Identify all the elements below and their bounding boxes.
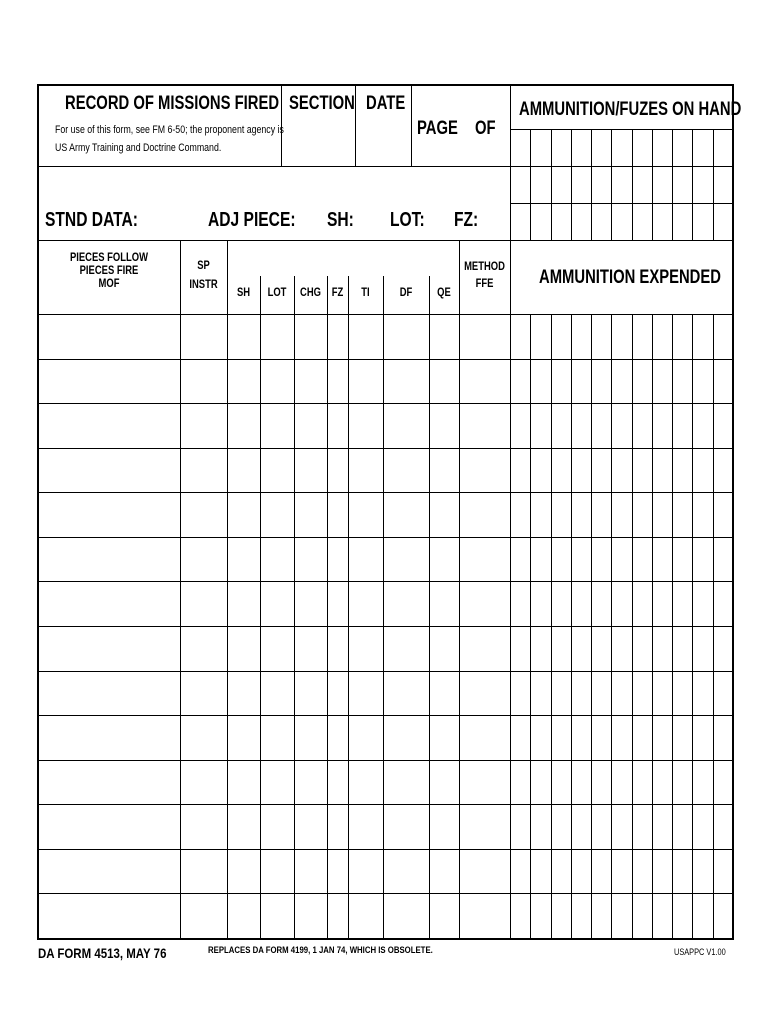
usage-note-line1: For use of this form, see FM 6-50; the proponent agency is [55,124,284,136]
table-row-line [38,804,733,805]
fz-label: FZ: [454,209,479,231]
table-row-line [38,893,733,894]
replaces-note: REPLACES DA FORM 4199, 1 JAN 74, WHICH IS OBSOLETE. [208,945,433,956]
ammo-on-hand-column-line [530,129,531,240]
form-title: RECORD OF MISSIONS FIRED [65,93,280,114]
lot-label: LOT: [390,209,425,231]
df-column-label: DF [399,287,413,299]
method-label: METHOD [464,261,505,273]
mof-label: MOF [98,278,120,290]
table-row-line [38,448,733,449]
table-row-line [38,403,733,404]
date-label: DATE [366,93,406,114]
sp-label: SP [197,260,210,272]
page-label: PAGE [417,118,458,139]
ammo-on-hand-column-line [692,129,693,240]
ammo-on-hand-column-line [571,129,572,240]
usage-note-line2: US Army Training and Doctrine Command. [55,142,222,154]
ammo-on-hand-column-line [632,129,633,240]
pieces-header [38,252,180,290]
stnd-data-label: STND DATA: [45,209,139,231]
method-ffe-header [459,261,510,290]
table-row-line [38,581,733,582]
ammo-on-hand-column-line [551,129,552,240]
ammo-on-hand-column-line [652,129,653,240]
ammo-on-hand-label: AMMUNITION/FUZES ON HAND [519,99,742,120]
pieces-follow-label: PIECES FOLLOW [69,252,149,264]
ammo-expended-label: AMMUNITION EXPENDED [539,267,721,288]
lot-column-label: LOT [267,287,287,299]
section-label: SECTION [289,93,355,114]
sh-column-label: SH [236,287,251,299]
fz-column-label: FZ [331,287,344,299]
form-number: DA FORM 4513, MAY 76 [38,945,167,961]
pieces-fire-label: PIECES FIRE [79,265,139,277]
qe-column-label: QE [437,287,451,299]
table-row-line [38,715,733,716]
table-row-line [38,359,733,360]
ti-column-label: TI [361,287,370,299]
table-row-line [38,849,733,850]
chg-column-label: CHG [300,287,321,299]
ammo-on-hand-column-line [672,129,673,240]
adj-piece-label: ADJ PIECE: [208,209,296,231]
sh-label: SH: [327,209,354,231]
version-label: USAPPC V1.00 [674,947,726,957]
instr-label: INSTR [189,279,218,291]
sp-instr-header [180,260,227,291]
ffe-label: FFE [475,278,494,290]
table-row-line [38,537,733,538]
ammo-on-hand-column-line [611,129,612,240]
table-row-line [38,671,733,672]
ammo-on-hand-column-line [713,129,714,240]
table-row-line [38,626,733,627]
ammo-on-hand-column-line [591,129,592,240]
of-label: OF [475,118,496,139]
table-row-line [38,760,733,761]
table-row-line [38,492,733,493]
